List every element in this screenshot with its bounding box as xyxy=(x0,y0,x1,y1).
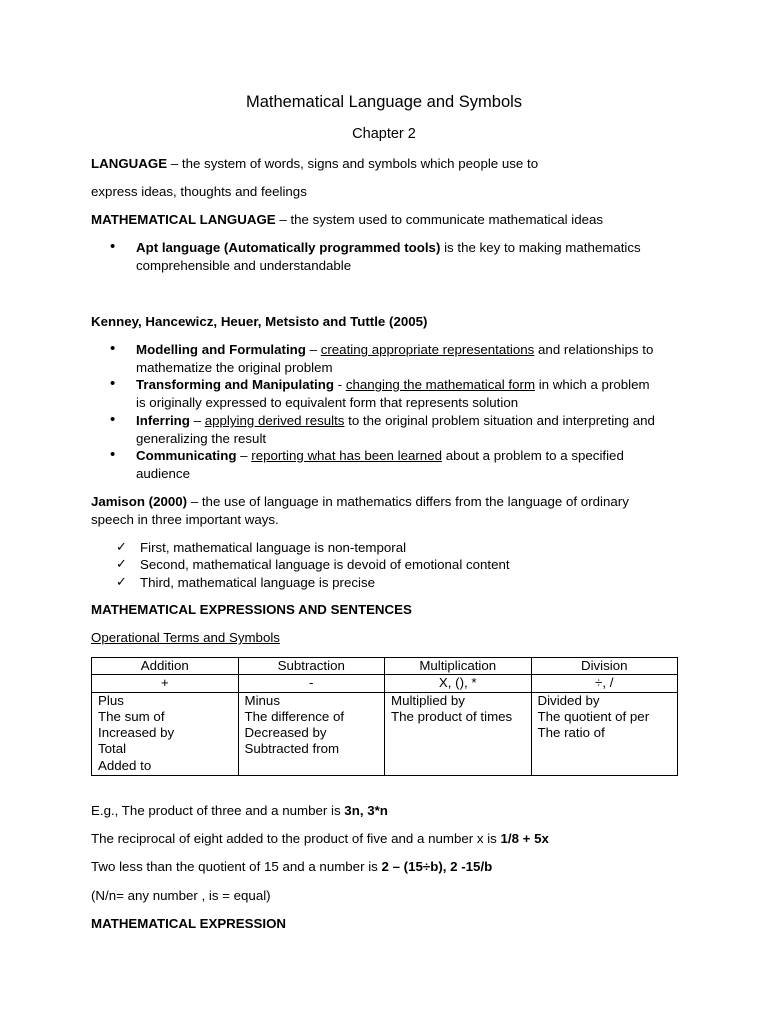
kenney-item-term: Communicating xyxy=(136,448,237,463)
table-symbol-cell: - xyxy=(238,675,385,692)
example-text: E.g., The product of three and a number is xyxy=(91,803,345,818)
kenney-item-underline: creating appropriate representations xyxy=(320,342,535,357)
table-header-row xyxy=(92,658,678,675)
table-word: Divided by xyxy=(537,692,600,708)
table-word: Decreased by xyxy=(244,725,327,741)
checkmark-icon: ✓ xyxy=(116,556,127,571)
kenney-item-underline: changing the mathematical form xyxy=(345,377,536,392)
math-expression-heading xyxy=(91,915,286,932)
table-word: The ratio of xyxy=(537,725,605,741)
table-words-cell-addition xyxy=(92,692,239,775)
table-words-cell-division xyxy=(531,692,678,775)
check-item: Second, mathematical language is devoid of emotional content xyxy=(140,557,510,572)
kenney-item-underline: applying derived results xyxy=(204,413,345,428)
table-symbol-cell: + xyxy=(92,675,239,692)
checkmark-icon: ✓ xyxy=(116,574,127,589)
table-word: The product of times xyxy=(391,708,513,724)
kenney-item-sep: - xyxy=(333,377,346,392)
jamison-paragraph xyxy=(91,493,629,510)
table-word: Minus xyxy=(244,692,280,708)
table-header-cell: Division xyxy=(531,658,678,675)
language-definition xyxy=(91,155,538,172)
jamison-text: – the use of language in mathematics differs from the language of ordinary xyxy=(187,494,629,509)
example-text: The reciprocal of eight added to the product of five and a number x is xyxy=(91,831,501,846)
kenney-item-rest: in which a problem xyxy=(535,377,650,392)
table-word: The difference of xyxy=(244,708,345,724)
table-words-cell-multiplication xyxy=(385,692,532,775)
jamison-paragraph-line2: speech in three important ways. xyxy=(91,512,279,527)
language-definition-line2: express ideas, thoughts and feelings xyxy=(91,184,307,199)
operational-heading xyxy=(91,629,280,646)
table-header-cell: Addition xyxy=(92,658,239,675)
kenney-item xyxy=(136,376,696,411)
kenney-item-line2: audience xyxy=(136,465,190,481)
apt-language-text: is the key to making mathematics xyxy=(440,240,641,255)
example-answer: 3n, 3*n xyxy=(344,803,388,818)
table-symbol-cell: X, (), * xyxy=(385,675,532,692)
table-word: Increased by xyxy=(98,725,175,741)
table-word: Total xyxy=(98,741,127,757)
table-header-cell: Subtraction xyxy=(238,658,385,675)
chapter-label: Chapter 2 xyxy=(352,126,416,142)
table-word: Plus xyxy=(98,692,124,708)
table-word: The quotient of per xyxy=(537,708,650,724)
apt-language-bullet xyxy=(136,239,696,274)
jamison-term: Jamison (2000) xyxy=(91,494,188,509)
bullet-icon: • xyxy=(110,446,116,463)
table-word: Multiplied by xyxy=(391,692,465,708)
checkmark-icon: ✓ xyxy=(116,539,127,554)
kenney-item-rest: to the original problem situation and interpreting and xyxy=(344,413,655,428)
table-word: Subtracted from xyxy=(244,741,340,757)
page-title: Mathematical Language and Symbols xyxy=(245,93,523,111)
kenney-item-underline: reporting what has been learned xyxy=(251,448,442,463)
example-line xyxy=(91,830,549,847)
check-item: First, mathematical language is non-temporal xyxy=(140,540,407,555)
kenney-item-sep: – xyxy=(189,413,205,428)
bullet-icon: • xyxy=(110,375,116,392)
kenney-item-rest: about a problem to a specified xyxy=(442,448,624,463)
language-term: LANGUAGE xyxy=(91,156,168,171)
apt-language-term: Apt language (Automatically programmed tools) xyxy=(136,240,441,255)
table-header-cell: Multiplication xyxy=(385,658,532,675)
kenney-item-line2: mathematize the original problem xyxy=(136,359,333,375)
expressions-heading xyxy=(91,601,412,618)
kenney-item-sep: – xyxy=(305,342,321,357)
kenney-item-line2: is originally expressed to equivalent form that represents solution xyxy=(136,394,519,410)
table-words-row xyxy=(92,692,678,775)
bullet-icon: • xyxy=(110,238,116,255)
math-language-definition xyxy=(91,211,603,228)
language-definition-text: – the system of words, signs and symbols which people use to xyxy=(167,156,539,171)
math-language-definition-text: – the system used to communicate mathematical ideas xyxy=(275,212,604,227)
kenney-heading xyxy=(91,313,427,330)
math-language-term: MATHEMATICAL LANGUAGE xyxy=(91,212,276,227)
kenney-heading-text: Kenney, Hancewicz, Heuer, Metsisto and Tuttle (2005) xyxy=(91,314,428,329)
apt-language-text-line2: comprehensible and understandable xyxy=(136,257,352,273)
bullet-icon: • xyxy=(110,411,116,428)
table-words-cell-subtraction xyxy=(238,692,385,775)
bullet-icon: • xyxy=(110,340,116,357)
kenney-item-sep: – xyxy=(236,448,252,463)
kenney-item-rest: and relationships to xyxy=(534,342,654,357)
operational-heading-text: Operational Terms and Symbols xyxy=(91,630,280,645)
expressions-heading-text: MATHEMATICAL EXPRESSIONS AND SENTENCES xyxy=(91,602,412,617)
kenney-item-term: Inferring xyxy=(136,413,190,428)
table-symbol-cell: ÷, / xyxy=(531,675,678,692)
table-word: Added to xyxy=(98,757,152,773)
example-line xyxy=(91,802,388,819)
example-answer: 1/8 + 5x xyxy=(500,831,549,846)
operational-terms-table xyxy=(91,657,678,776)
table-symbol-row xyxy=(92,675,678,692)
table-word: The sum of xyxy=(98,708,165,724)
check-item: Third, mathematical language is precise xyxy=(140,575,376,590)
kenney-item xyxy=(136,341,696,376)
math-expression-heading-text: MATHEMATICAL EXPRESSION xyxy=(91,916,287,931)
kenney-item-line2: generalizing the result xyxy=(136,430,267,446)
kenney-item xyxy=(136,412,696,447)
example-line xyxy=(91,858,492,875)
kenney-item-term: Transforming and Manipulating xyxy=(136,377,334,392)
example-text: Two less than the quotient of 15 and a number is xyxy=(91,859,382,874)
notation-note: (N/n= any number , is = equal) xyxy=(91,888,271,903)
kenney-item xyxy=(136,447,696,482)
example-answer: 2 – (15÷b), 2 -15/b xyxy=(381,859,493,874)
kenney-item-term: Modelling and Formulating xyxy=(136,342,306,357)
